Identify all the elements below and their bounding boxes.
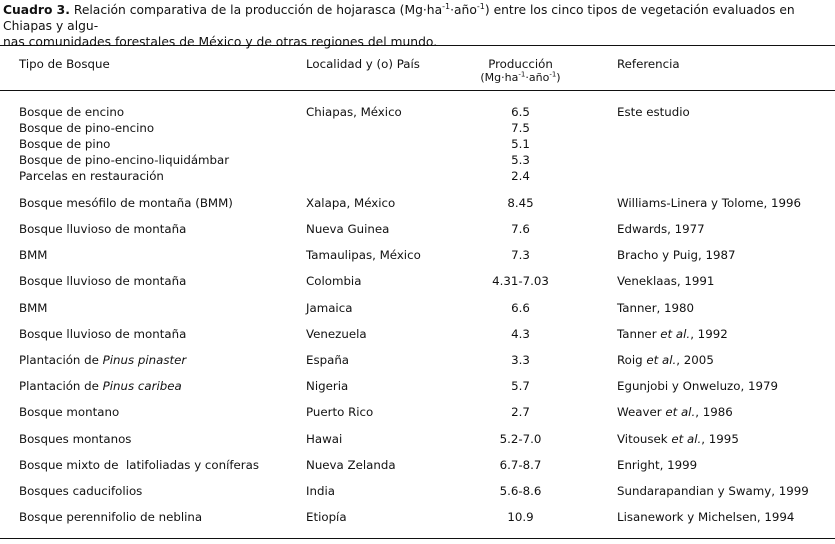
row-referencia — [617, 352, 714, 368]
tipo-text: Plantación de — [19, 379, 103, 393]
group-row-tipo: Parcelas en restauración — [19, 169, 164, 183]
row-tipo: Bosques montanos — [19, 432, 132, 446]
row-tipo: Bosques caducifolios — [19, 484, 143, 498]
row-referencia — [617, 483, 809, 499]
row-localidad: Venezuela — [306, 327, 367, 341]
prod-unit-a: (Mg·ha — [480, 71, 519, 84]
ref-text: Bracho y Puig, 1987 — [617, 248, 736, 262]
row-produccion: 4.3 — [511, 327, 530, 341]
ref-etal: et al. — [660, 327, 691, 341]
row-referencia — [617, 378, 778, 394]
row-produccion: 6.6 — [511, 301, 530, 315]
row-produccion: 8.45 — [507, 196, 534, 210]
ref-text: Enright, 1999 — [617, 458, 698, 472]
tipo-species: Pinus pinaster — [102, 353, 187, 367]
ref-etal: et al. — [665, 405, 696, 419]
row-tipo — [19, 378, 182, 394]
row-tipo: Bosque lluvioso de montaña — [19, 222, 187, 236]
ref-etal: et al. — [646, 353, 677, 367]
group-row-tipo: Bosque de pino — [19, 137, 111, 151]
group-row-tipo: Bosque de pino-encino — [19, 121, 155, 135]
caption-text-line2: nas comunidades forestales de México y de otras regiones del mundo. — [3, 35, 438, 49]
row-produccion: 2.7 — [511, 405, 530, 419]
row-tipo — [19, 352, 186, 368]
row-referencia — [617, 273, 714, 289]
header-produccion: Producción — [488, 57, 553, 71]
ref-text: Roig — [617, 353, 647, 367]
row-tipo: Bosque lluvioso de montaña — [19, 327, 187, 341]
row-referencia — [617, 457, 697, 473]
ref-etal: et al. — [671, 432, 702, 446]
ref-year: , 1986 — [695, 405, 733, 419]
row-referencia — [617, 247, 736, 263]
row-localidad: India — [306, 484, 335, 498]
row-referencia — [617, 300, 694, 316]
row-localidad: Puerto Rico — [306, 405, 374, 419]
row-produccion: 6.7-8.7 — [499, 458, 542, 472]
row-produccion: 3.3 — [511, 353, 530, 367]
prod-unit-c: ) — [556, 71, 561, 84]
ref-text: Sundarapandian y Swamy, 1999 — [617, 484, 809, 498]
tipo-text: Plantación de — [19, 353, 103, 367]
row-tipo: BMM — [19, 301, 48, 315]
prod-sup-1: -1 — [518, 70, 526, 79]
group-row-produccion: 6.5 — [511, 105, 530, 119]
row-tipo: Bosque mesófilo de montaña (BMM) — [19, 196, 233, 210]
table-caption — [3, 2, 831, 50]
ref-text: Edwards, 1977 — [617, 222, 705, 236]
row-localidad: Jamaica — [306, 301, 353, 315]
row-produccion: 5.2-7.0 — [499, 432, 542, 446]
row-localidad: Hawai — [306, 432, 343, 446]
group-row-produccion: 2.4 — [511, 169, 530, 183]
header-localidad: Localidad y (o) País — [306, 57, 420, 71]
prod-sup-2: -1 — [549, 70, 557, 79]
row-tipo: Bosque lluvioso de montaña — [19, 274, 187, 288]
ref-text: Tanner, 1980 — [617, 301, 695, 315]
row-referencia — [617, 326, 728, 342]
caption-text-b: ) entre los cinco tipos de vegetación evaluados en Chiapas y algu- — [3, 3, 795, 33]
row-referencia — [617, 404, 733, 420]
row-localidad: Etiopía — [306, 510, 347, 524]
group-row-tipo: Bosque de pino-encino-liquidámbar — [19, 153, 230, 167]
group-row-produccion: 7.5 — [511, 121, 530, 135]
ref-text: Egunjobi y Onweluzo, 1979 — [617, 379, 778, 393]
group-row-produccion: 5.3 — [511, 153, 530, 167]
row-referencia — [617, 431, 739, 447]
ref-year: , 1992 — [690, 327, 728, 341]
row-localidad: España — [306, 353, 350, 367]
prod-unit-b: ·año — [525, 71, 550, 84]
row-produccion: 5.7 — [511, 379, 530, 393]
caption-sup-2: -1 — [476, 1, 485, 11]
row-produccion: 7.6 — [511, 222, 530, 236]
ref-text: Weaver — [617, 405, 666, 419]
tipo-species: Pinus caribea — [102, 379, 182, 393]
group-row-produccion: 5.1 — [511, 137, 530, 151]
caption-text-a: Relación comparativa de la producción de hojarasca (Mg·ha — [73, 3, 443, 17]
header-referencia: Referencia — [617, 57, 680, 71]
caption-label: Cuadro 3. — [3, 3, 70, 17]
bottom-rule — [0, 538, 835, 539]
ref-text: Vitousek — [617, 432, 672, 446]
ref-text: Williams-Linera y Tolome, 1996 — [617, 196, 801, 210]
row-tipo: Bosque mixto de latifoliadas y coníferas — [19, 458, 260, 472]
caption-sup-1: -1 — [442, 1, 451, 11]
top-rule — [0, 45, 835, 46]
row-localidad: Xalapa, México — [306, 196, 396, 210]
row-produccion: 5.6-8.6 — [499, 484, 542, 498]
row-referencia — [617, 509, 794, 525]
group-row-tipo: Bosque de encino — [19, 105, 125, 119]
row-produccion: 4.31-7.03 — [492, 274, 549, 288]
header-produccion-unit — [462, 71, 579, 84]
row-referencia — [617, 221, 705, 237]
row-localidad: Colombia — [306, 274, 362, 288]
ref-text: Lisanework y Michelsen, 1994 — [617, 510, 795, 524]
row-tipo: Bosque montano — [19, 405, 120, 419]
row-tipo: Bosque perennifolio de neblina — [19, 510, 203, 524]
row-produccion: 10.9 — [507, 510, 534, 524]
ref-year: , 1995 — [701, 432, 739, 446]
ref-text: Veneklaas, 1991 — [617, 274, 715, 288]
header-tipo: Tipo de Bosque — [19, 57, 110, 71]
header-rule — [0, 90, 835, 91]
row-localidad: Tamaulipas, México — [306, 248, 421, 262]
row-referencia — [617, 195, 801, 211]
row-localidad: Nueva Guinea — [306, 222, 390, 236]
row-produccion: 7.3 — [511, 248, 530, 262]
group-localidad: Chiapas, México — [306, 105, 402, 119]
group-referencia: Este estudio — [617, 105, 690, 119]
ref-text: Tanner — [617, 327, 661, 341]
row-localidad: Nigeria — [306, 379, 349, 393]
row-localidad: Nueva Zelanda — [306, 458, 396, 472]
row-tipo: BMM — [19, 248, 48, 262]
ref-year: , 2005 — [676, 353, 714, 367]
caption-unit-mid: ·año — [450, 3, 477, 17]
